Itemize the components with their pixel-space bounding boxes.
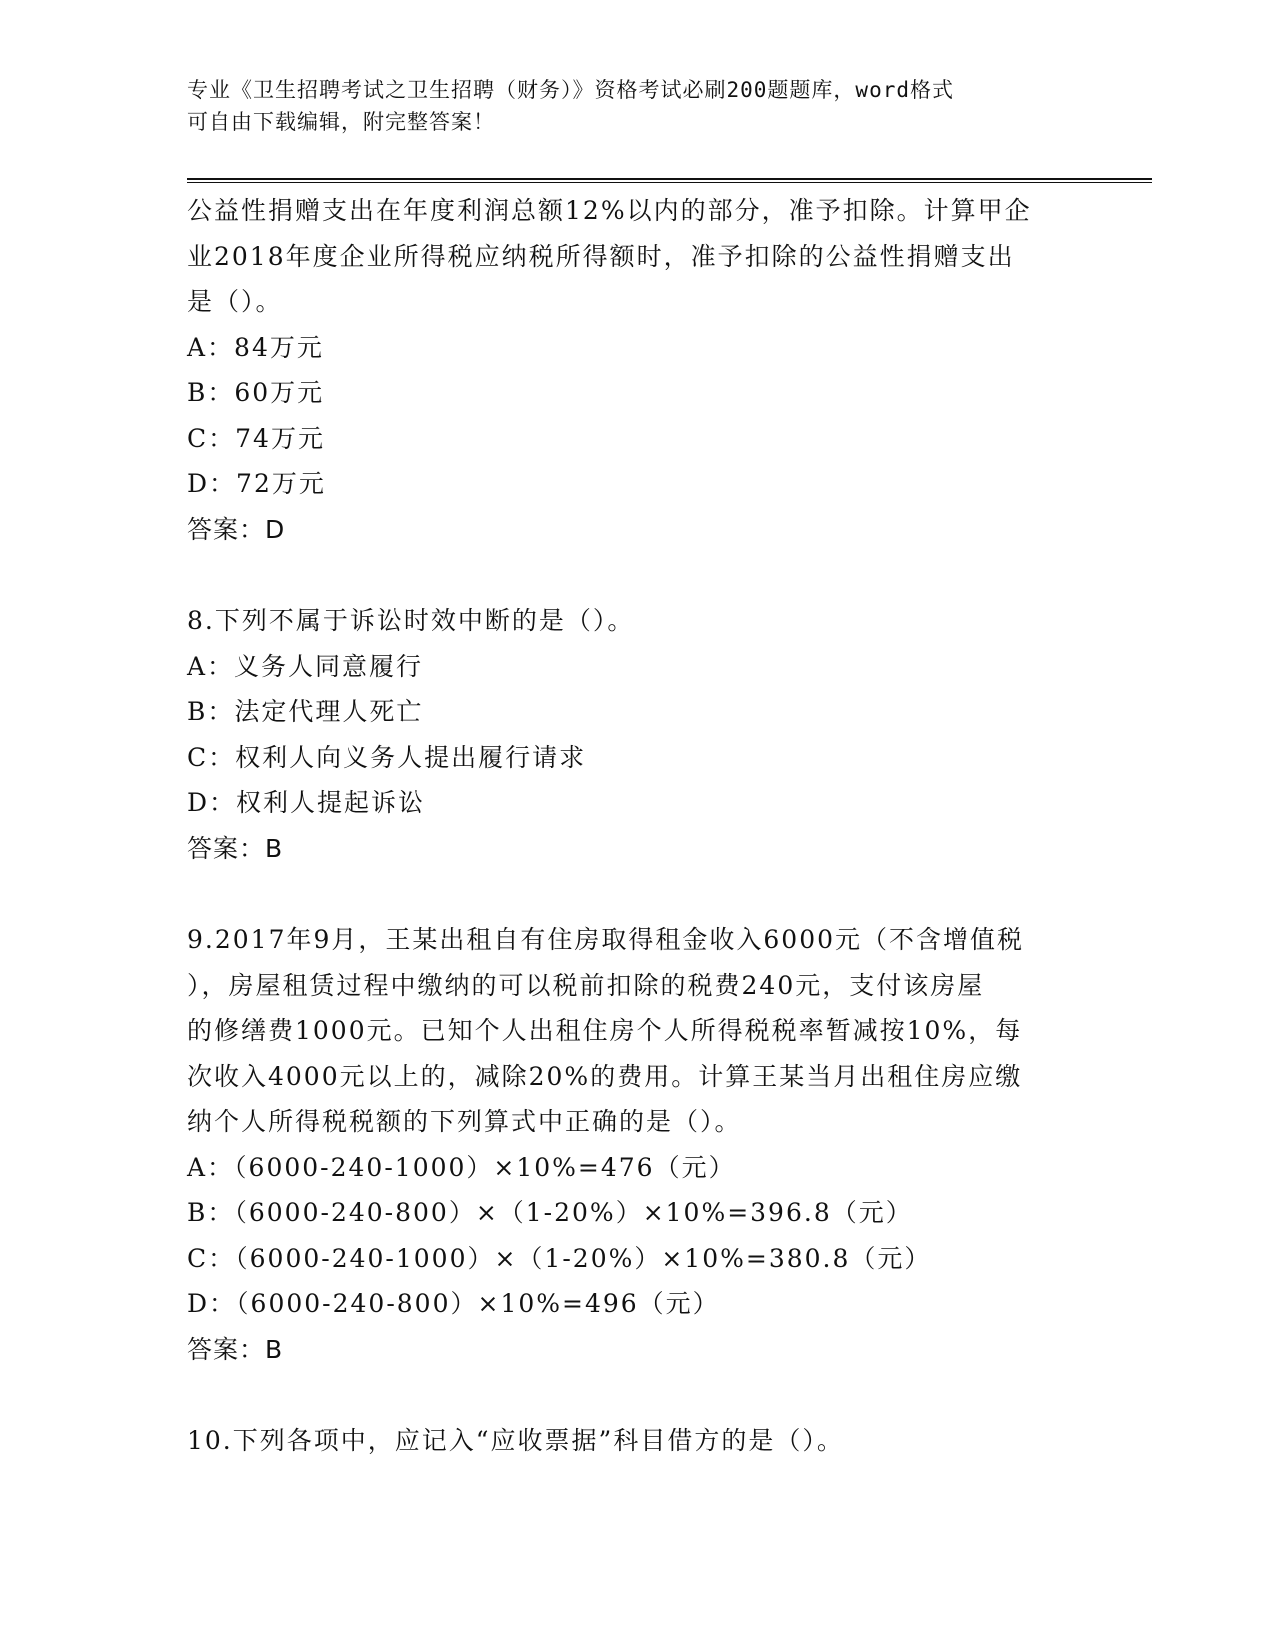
question-text-line: 业2018年度企业所得税应纳税所得额时，准予扣除的公益性捐赠支出 (187, 241, 1015, 271)
question-7 (187, 188, 1087, 552)
option-d: D：72万元 (187, 469, 326, 498)
question-text-line: 次收入4000元以上的，减除20%的费用。计算王某当月出租住房应缴 (187, 1061, 1023, 1091)
question-text-line: 10.下列各项中，应记入“应收票据”科目借方的是（）。 (187, 1426, 844, 1455)
answer-line: 答案：B (187, 1334, 284, 1364)
header-divider (187, 178, 1152, 183)
question-list (187, 188, 1087, 1464)
option-b: B：60万元 (187, 378, 325, 407)
option-a: A：义务人同意履行 (187, 651, 424, 681)
spacer (187, 552, 1087, 598)
option-d: D：（6000-240-800）×10%=496（元） (187, 1289, 720, 1318)
option-a: A：84万元 (187, 332, 324, 362)
document-header (187, 74, 1087, 138)
question-text-line: 9.2017年9月，王某出租自有住房取得租金收入6000元（不含增值税 (187, 925, 1025, 954)
question-10 (187, 1418, 1087, 1464)
question-text-line: ），房屋租赁过程中缴纳的可以税前扣除的税费240元，支付该房屋 (187, 970, 985, 1000)
question-text-line: 纳个人所得税税额的下列算式中正确的是（）。 (187, 1107, 742, 1136)
spacer (187, 871, 1087, 917)
option-c: C：74万元 (187, 423, 325, 453)
option-b: B：（6000-240-800）×（1-20%）×10%=396.8（元） (187, 1198, 913, 1227)
answer-line: 答案：B (187, 833, 284, 863)
answer-line: 答案：D (187, 514, 286, 544)
option-d: D：权利人提起诉讼 (187, 788, 426, 817)
option-a: A：（6000-240-1000）×10%=476（元） (187, 1152, 736, 1182)
question-text-line: 是（）。 (187, 287, 283, 316)
spacer (187, 1372, 1087, 1418)
question-8 (187, 598, 1087, 871)
option-c: C：权利人向义务人提出履行请求 (187, 742, 587, 772)
option-c: C：（6000-240-1000）×（1-20%）×10%=380.8（元） (187, 1243, 932, 1273)
header-title-line-1: 专业《卫生招聘考试之卫生招聘（财务）》资格考试必刷200题题库，word格式 (187, 78, 954, 102)
question-9 (187, 917, 1087, 1372)
option-b: B：法定代理人死亡 (187, 697, 424, 726)
header-title-line-2: 可自由下载编辑，附完整答案！ (187, 110, 495, 134)
question-text-line: 的修缮费1000元。已知个人出租住房个人所得税税率暂减按10%，每 (187, 1016, 1023, 1045)
question-text-line: 8.下列不属于诉讼时效中断的是（）。 (187, 606, 635, 635)
question-text-line: 公益性捐赠支出在年度利润总额12%以内的部分，准予扣除。计算甲企 (187, 196, 1032, 225)
